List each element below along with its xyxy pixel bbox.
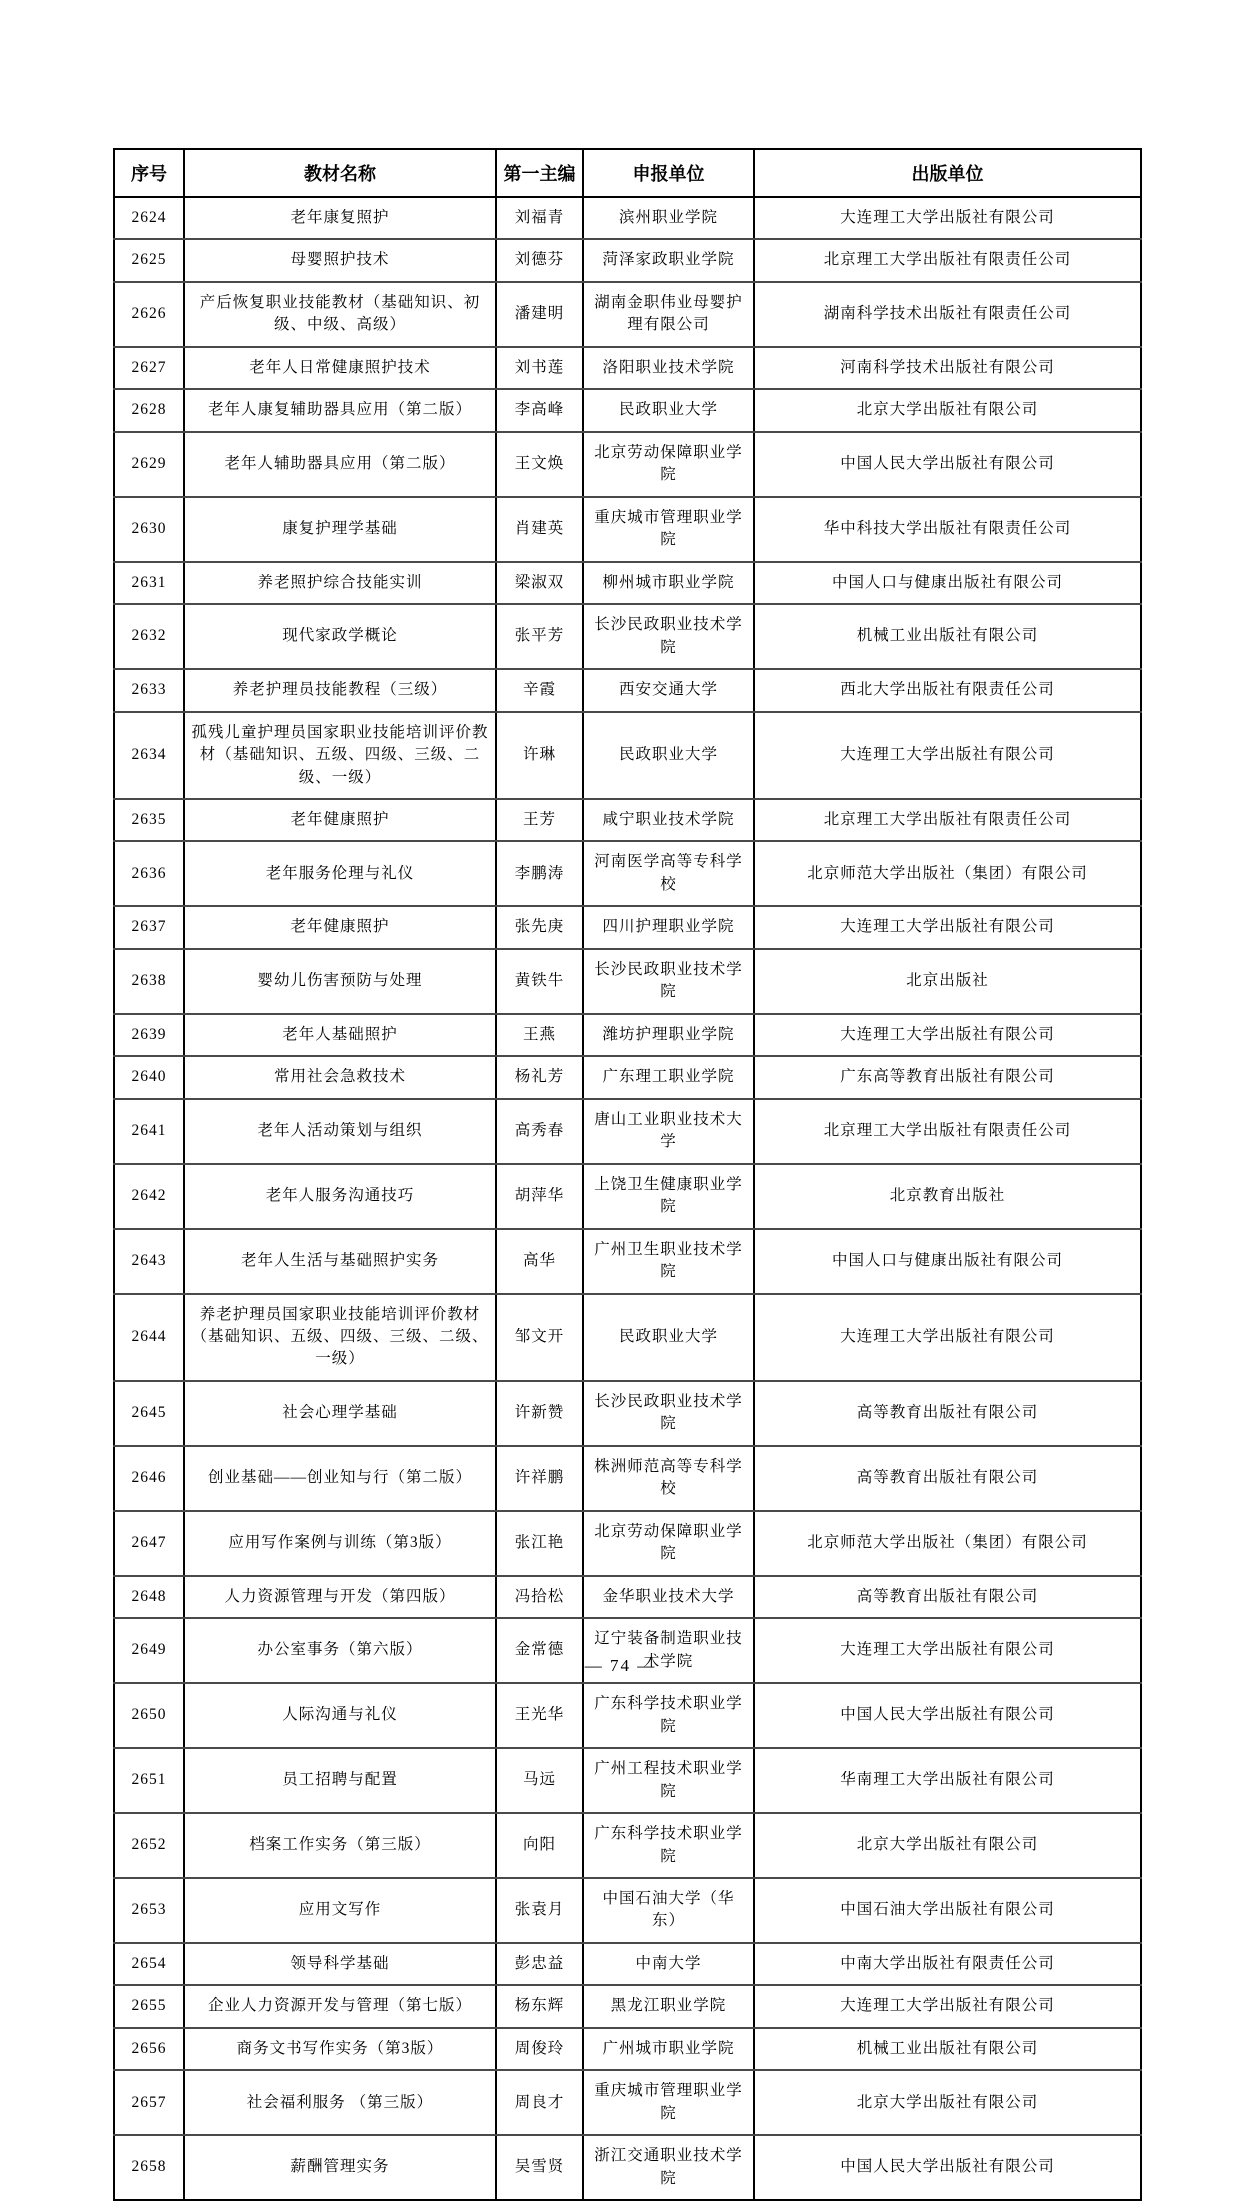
cell-seq: 2627 (114, 347, 184, 389)
cell-first-editor: 许祥鹏 (496, 1446, 583, 1511)
table-row (114, 239, 1141, 281)
cell-textbook-name: 档案工作实务（第三版） (184, 1813, 496, 1878)
cell-textbook-name: 应用写作案例与训练（第3版） (184, 1511, 496, 1576)
cell-publishing-unit: 华中科技大学出版社有限责任公司 (754, 497, 1141, 562)
cell-applying-unit: 广州工程技术职业学院 (583, 1748, 754, 1813)
cell-applying-unit: 菏泽家政职业学院 (583, 239, 754, 281)
header-seq: 序号 (114, 149, 184, 197)
cell-publishing-unit: 河南科学技术出版社有限公司 (754, 347, 1141, 389)
cell-publishing-unit: 北京师范大学出版社（集团）有限公司 (754, 1511, 1141, 1576)
cell-seq: 2657 (114, 2070, 184, 2135)
cell-seq: 2638 (114, 949, 184, 1014)
cell-publishing-unit: 西北大学出版社有限责任公司 (754, 669, 1141, 711)
cell-textbook-name: 创业基础——创业知与行（第二版） (184, 1446, 496, 1511)
cell-applying-unit: 辽宁装备制造职业技术学院 (583, 1618, 754, 1683)
cell-applying-unit: 广州卫生职业技术学院 (583, 1229, 754, 1294)
cell-applying-unit: 上饶卫生健康职业学院 (583, 1164, 754, 1229)
cell-seq: 2637 (114, 906, 184, 948)
cell-textbook-name: 老年人服务沟通技巧 (184, 1164, 496, 1229)
cell-textbook-name: 老年人康复辅助器具应用（第二版） (184, 389, 496, 431)
cell-first-editor: 王芳 (496, 799, 583, 841)
cell-first-editor: 杨礼芳 (496, 1056, 583, 1098)
cell-first-editor: 胡萍华 (496, 1164, 583, 1229)
cell-textbook-name: 员工招聘与配置 (184, 1748, 496, 1813)
cell-publishing-unit: 中国人民大学出版社有限公司 (754, 432, 1141, 497)
cell-publishing-unit: 大连理工大学出版社有限公司 (754, 906, 1141, 948)
cell-first-editor: 张平芳 (496, 604, 583, 669)
cell-textbook-name: 社会福利服务 （第三版） (184, 2070, 496, 2135)
table-row (114, 906, 1141, 948)
cell-seq: 2650 (114, 1683, 184, 1748)
cell-applying-unit: 广东科学技术职业学院 (583, 1813, 754, 1878)
cell-textbook-name: 产后恢复职业技能教材（基础知识、初级、中级、高级） (184, 282, 496, 347)
cell-first-editor: 向阳 (496, 1813, 583, 1878)
cell-seq: 2658 (114, 2135, 184, 2200)
cell-first-editor: 王光华 (496, 1683, 583, 1748)
cell-applying-unit: 民政职业大学 (583, 1294, 754, 1381)
cell-textbook-name: 常用社会急救技术 (184, 1056, 496, 1098)
cell-first-editor: 王文焕 (496, 432, 583, 497)
cell-first-editor: 王燕 (496, 1014, 583, 1056)
cell-textbook-name: 母婴照护技术 (184, 239, 496, 281)
cell-textbook-name: 婴幼儿伤害预防与处理 (184, 949, 496, 1014)
cell-seq: 2643 (114, 1229, 184, 1294)
cell-textbook-name: 应用文写作 (184, 1878, 496, 1943)
cell-seq: 2644 (114, 1294, 184, 1381)
cell-first-editor: 许新赞 (496, 1381, 583, 1446)
table-row (114, 282, 1141, 347)
table-row (114, 347, 1141, 389)
table-row (114, 389, 1141, 431)
cell-first-editor: 吴雪贤 (496, 2135, 583, 2200)
table-row (114, 1381, 1141, 1446)
cell-applying-unit: 北京劳动保障职业学院 (583, 432, 754, 497)
table-row (114, 1683, 1141, 1748)
cell-first-editor: 梁淑双 (496, 562, 583, 604)
cell-publishing-unit: 北京教育出版社 (754, 1164, 1141, 1229)
cell-applying-unit: 广东科学技术职业学院 (583, 1683, 754, 1748)
table-row (114, 949, 1141, 1014)
table-row (114, 2028, 1141, 2070)
cell-applying-unit: 长沙民政职业技术学院 (583, 604, 754, 669)
cell-applying-unit: 中国石油大学（华东） (583, 1878, 754, 1943)
table-header-row (114, 149, 1141, 197)
cell-publishing-unit: 华南理工大学出版社有限公司 (754, 1748, 1141, 1813)
cell-textbook-name: 社会心理学基础 (184, 1381, 496, 1446)
cell-textbook-name: 老年服务伦理与礼仪 (184, 841, 496, 906)
table-row (114, 604, 1141, 669)
cell-textbook-name: 人际沟通与礼仪 (184, 1683, 496, 1748)
cell-textbook-name: 领导科学基础 (184, 1943, 496, 1985)
cell-textbook-name: 老年人生活与基础照护实务 (184, 1229, 496, 1294)
cell-publishing-unit: 高等教育出版社有限公司 (754, 1576, 1141, 1618)
cell-publishing-unit: 北京大学出版社有限公司 (754, 389, 1141, 431)
cell-applying-unit: 广东理工职业学院 (583, 1056, 754, 1098)
cell-first-editor: 杨东辉 (496, 1985, 583, 2027)
cell-first-editor: 肖建英 (496, 497, 583, 562)
cell-applying-unit: 长沙民政职业技术学院 (583, 1381, 754, 1446)
cell-applying-unit: 洛阳职业技术学院 (583, 347, 754, 389)
cell-textbook-name: 办公室事务（第六版） (184, 1618, 496, 1683)
cell-textbook-name: 养老照护综合技能实训 (184, 562, 496, 604)
cell-applying-unit: 河南医学高等专科学校 (583, 841, 754, 906)
cell-applying-unit: 柳州城市职业学院 (583, 562, 754, 604)
cell-seq: 2646 (114, 1446, 184, 1511)
cell-textbook-name: 老年健康照护 (184, 906, 496, 948)
header-first-editor: 第一主编 (496, 149, 583, 197)
cell-publishing-unit: 中南大学出版社有限责任公司 (754, 1943, 1141, 1985)
cell-seq: 2656 (114, 2028, 184, 2070)
cell-publishing-unit: 高等教育出版社有限公司 (754, 1381, 1141, 1446)
table-row (114, 432, 1141, 497)
cell-publishing-unit: 机械工业出版社有限公司 (754, 604, 1141, 669)
cell-textbook-name: 薪酬管理实务 (184, 2135, 496, 2200)
cell-textbook-name: 企业人力资源开发与管理（第七版） (184, 1985, 496, 2027)
table-row (114, 562, 1141, 604)
cell-textbook-name: 商务文书写作实务（第3版） (184, 2028, 496, 2070)
table-row (114, 1511, 1141, 1576)
cell-seq: 2645 (114, 1381, 184, 1446)
cell-publishing-unit: 中国石油大学出版社有限公司 (754, 1878, 1141, 1943)
table-row (114, 712, 1141, 799)
cell-first-editor: 李鹏涛 (496, 841, 583, 906)
cell-seq: 2647 (114, 1511, 184, 1576)
cell-publishing-unit: 大连理工大学出版社有限公司 (754, 1014, 1141, 1056)
cell-textbook-name: 老年人日常健康照护技术 (184, 347, 496, 389)
cell-textbook-name: 老年人辅助器具应用（第二版） (184, 432, 496, 497)
cell-publishing-unit: 大连理工大学出版社有限公司 (754, 197, 1141, 239)
cell-publishing-unit: 北京理工大学出版社有限责任公司 (754, 1099, 1141, 1164)
cell-seq: 2649 (114, 1618, 184, 1683)
table-row (114, 1943, 1141, 1985)
cell-applying-unit: 株洲师范高等专科学校 (583, 1446, 754, 1511)
table-row (114, 1014, 1141, 1056)
cell-publishing-unit: 北京师范大学出版社（集团）有限公司 (754, 841, 1141, 906)
cell-applying-unit: 重庆城市管理职业学院 (583, 2070, 754, 2135)
cell-seq: 2640 (114, 1056, 184, 1098)
cell-publishing-unit: 湖南科学技术出版社有限责任公司 (754, 282, 1141, 347)
table-row (114, 1294, 1141, 1381)
table-row (114, 1748, 1141, 1813)
cell-first-editor: 高秀春 (496, 1099, 583, 1164)
cell-publishing-unit: 大连理工大学出版社有限公司 (754, 1618, 1141, 1683)
cell-textbook-name: 老年健康照护 (184, 799, 496, 841)
table-row (114, 1229, 1141, 1294)
header-publishing-unit: 出版单位 (754, 149, 1141, 197)
cell-publishing-unit: 中国人口与健康出版社有限公司 (754, 1229, 1141, 1294)
cell-applying-unit: 浙江交通职业技术学院 (583, 2135, 754, 2200)
cell-applying-unit: 潍坊护理职业学院 (583, 1014, 754, 1056)
cell-publishing-unit: 北京理工大学出版社有限责任公司 (754, 239, 1141, 281)
table-row (114, 1164, 1141, 1229)
cell-publishing-unit: 高等教育出版社有限公司 (754, 1446, 1141, 1511)
cell-textbook-name: 老年康复照护 (184, 197, 496, 239)
cell-applying-unit: 咸宁职业技术学院 (583, 799, 754, 841)
cell-seq: 2652 (114, 1813, 184, 1878)
cell-seq: 2629 (114, 432, 184, 497)
table-row (114, 1446, 1141, 1511)
cell-applying-unit: 中南大学 (583, 1943, 754, 1985)
cell-seq: 2625 (114, 239, 184, 281)
cell-seq: 2654 (114, 1943, 184, 1985)
textbook-table (113, 148, 1142, 2201)
cell-applying-unit: 长沙民政职业技术学院 (583, 949, 754, 1014)
table-row (114, 2135, 1141, 2200)
cell-first-editor: 刘德芬 (496, 239, 583, 281)
cell-applying-unit: 黑龙江职业学院 (583, 1985, 754, 2027)
cell-applying-unit: 四川护理职业学院 (583, 906, 754, 948)
cell-publishing-unit: 中国人民大学出版社有限公司 (754, 2135, 1141, 2200)
cell-applying-unit: 湖南金职伟业母婴护理有限公司 (583, 282, 754, 347)
table-row (114, 841, 1141, 906)
cell-publishing-unit: 北京出版社 (754, 949, 1141, 1014)
cell-applying-unit: 广州城市职业学院 (583, 2028, 754, 2070)
page-number: — 74 — (584, 1656, 657, 1675)
table-row (114, 1056, 1141, 1098)
cell-first-editor: 辛霞 (496, 669, 583, 711)
cell-textbook-name: 康复护理学基础 (184, 497, 496, 562)
cell-seq: 2648 (114, 1576, 184, 1618)
cell-first-editor: 李高峰 (496, 389, 583, 431)
cell-first-editor: 张袁月 (496, 1878, 583, 1943)
cell-seq: 2636 (114, 841, 184, 906)
cell-first-editor: 张先庚 (496, 906, 583, 948)
table-row (114, 197, 1141, 239)
cell-seq: 2651 (114, 1748, 184, 1813)
cell-first-editor: 马远 (496, 1748, 583, 1813)
cell-first-editor: 许琳 (496, 712, 583, 799)
table-row (114, 1099, 1141, 1164)
cell-textbook-name: 孤残儿童护理员国家职业技能培训评价教材（基础知识、五级、四级、三级、二级、一级） (184, 712, 496, 799)
cell-publishing-unit: 中国人民大学出版社有限公司 (754, 1683, 1141, 1748)
cell-first-editor: 金常德 (496, 1618, 583, 1683)
cell-seq: 2631 (114, 562, 184, 604)
cell-first-editor: 刘福青 (496, 197, 583, 239)
cell-first-editor: 黄铁牛 (496, 949, 583, 1014)
cell-first-editor: 周俊玲 (496, 2028, 583, 2070)
header-textbook-name: 教材名称 (184, 149, 496, 197)
cell-first-editor: 冯拾松 (496, 1576, 583, 1618)
cell-first-editor: 彭忠益 (496, 1943, 583, 1985)
table-row (114, 799, 1141, 841)
cell-seq: 2655 (114, 1985, 184, 2027)
cell-seq: 2639 (114, 1014, 184, 1056)
cell-seq: 2628 (114, 389, 184, 431)
cell-publishing-unit: 大连理工大学出版社有限公司 (754, 1294, 1141, 1381)
cell-publishing-unit: 大连理工大学出版社有限公司 (754, 712, 1141, 799)
cell-seq: 2630 (114, 497, 184, 562)
cell-applying-unit: 西安交通大学 (583, 669, 754, 711)
cell-publishing-unit: 广东高等教育出版社有限公司 (754, 1056, 1141, 1098)
cell-publishing-unit: 北京理工大学出版社有限责任公司 (754, 799, 1141, 841)
cell-applying-unit: 民政职业大学 (583, 389, 754, 431)
cell-applying-unit: 北京劳动保障职业学院 (583, 1511, 754, 1576)
cell-textbook-name: 现代家政学概论 (184, 604, 496, 669)
cell-seq: 2641 (114, 1099, 184, 1164)
cell-publishing-unit: 北京大学出版社有限公司 (754, 2070, 1141, 2135)
cell-seq: 2633 (114, 669, 184, 711)
cell-seq: 2632 (114, 604, 184, 669)
cell-textbook-name: 养老护理员国家职业技能培训评价教材（基础知识、五级、四级、三级、二级、一级） (184, 1294, 496, 1381)
cell-applying-unit: 民政职业大学 (583, 712, 754, 799)
cell-textbook-name: 老年人基础照护 (184, 1014, 496, 1056)
cell-first-editor: 周良才 (496, 2070, 583, 2135)
cell-publishing-unit: 机械工业出版社有限公司 (754, 2028, 1141, 2070)
cell-seq: 2635 (114, 799, 184, 841)
cell-seq: 2626 (114, 282, 184, 347)
cell-seq: 2634 (114, 712, 184, 799)
table-row (114, 1985, 1141, 2027)
cell-first-editor: 潘建明 (496, 282, 583, 347)
cell-textbook-name: 养老护理员技能教程（三级） (184, 669, 496, 711)
cell-publishing-unit: 北京大学出版社有限公司 (754, 1813, 1141, 1878)
cell-textbook-name: 人力资源管理与开发（第四版） (184, 1576, 496, 1618)
cell-publishing-unit: 大连理工大学出版社有限公司 (754, 1985, 1141, 2027)
cell-seq: 2624 (114, 197, 184, 239)
cell-applying-unit: 滨州职业学院 (583, 197, 754, 239)
cell-first-editor: 张江艳 (496, 1511, 583, 1576)
table-row (114, 1878, 1141, 1943)
header-applying-unit: 申报单位 (583, 149, 754, 197)
cell-first-editor: 刘书莲 (496, 347, 583, 389)
table-row (114, 1813, 1141, 1878)
cell-first-editor: 邹文开 (496, 1294, 583, 1381)
table-row (114, 669, 1141, 711)
cell-seq: 2642 (114, 1164, 184, 1229)
cell-applying-unit: 唐山工业职业技术大学 (583, 1099, 754, 1164)
cell-first-editor: 高华 (496, 1229, 583, 1294)
cell-applying-unit: 金华职业技术大学 (583, 1576, 754, 1618)
cell-textbook-name: 老年人活动策划与组织 (184, 1099, 496, 1164)
table-body (114, 197, 1141, 2200)
table-row (114, 497, 1141, 562)
cell-applying-unit: 重庆城市管理职业学院 (583, 497, 754, 562)
table-row (114, 1576, 1141, 1618)
table-row (114, 2070, 1141, 2135)
cell-seq: 2653 (114, 1878, 184, 1943)
cell-publishing-unit: 中国人口与健康出版社有限公司 (754, 562, 1141, 604)
